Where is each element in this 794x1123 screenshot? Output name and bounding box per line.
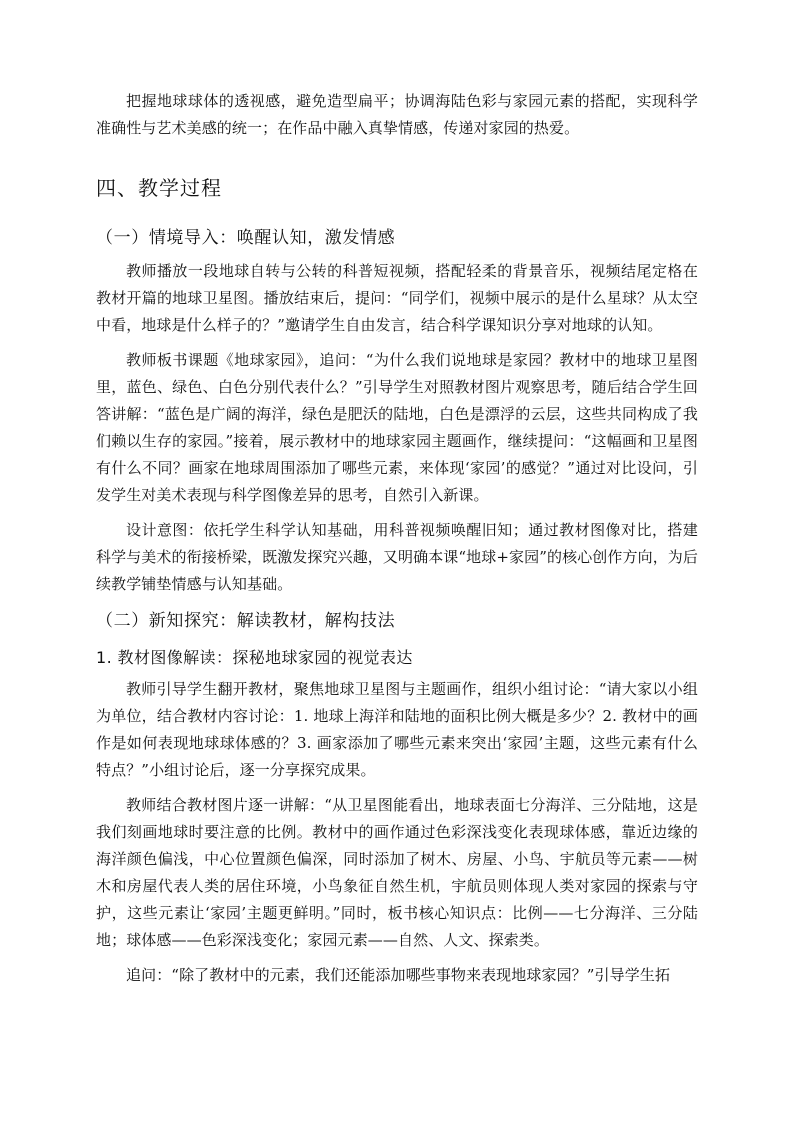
paragraph-objectives: 把握地球球体的透视感，避免造型扁平；协调海陆色彩与家园元素的搭配，实现科学准确性与艺术美感的统一；在作品中融入真挚情感，传递对家园的热爱。 [96, 92, 698, 137]
paragraph-design-intent: 设计意图：依托学生科学认知基础，用科普视频唤醒旧知；通过教材图像对比，搭建科学与美术的衔接桥梁，既激发探究兴趣，又明确本课“地球+家园”的核心创作方向，为后续教学铺垫情感与认知基础。 [96, 521, 699, 593]
subsection-heading-exploration: （二）新知探究：解读教材，解构技法 [96, 611, 396, 631]
section-heading-teaching-process: 四、教学过程 [96, 176, 222, 200]
paragraph-group-discussion: 教师引导学生翻开教材，聚焦地球卫星图与主题画作，组织小组讨论：“请大家以小组为单位，结合教材内容讨论：1. 地球上海洋和陆地的面积比例大概是多少？2. 教材中的画作是如何表现地球球体感的？3. 画家添加了哪些元素来突出‘家园’主题，这些元素有什么特点？”小组讨论后，逐一分享探究成果。 [96, 680, 698, 779]
paragraph-follow-up-question: 追问：“除了教材中的元素，我们还能添加哪些事物来表现地球家园？”引导学生拓 [126, 966, 671, 984]
paragraph-teacher-explanation: 教师结合教材图片逐一讲解：“从卫星图能看出，地球表面七分海洋、三分陆地，这是我们刻画地球时要注意的比例。教材中的画作通过色彩深浅变化表现球体感，靠近边缘的海洋颜色偏浅，中心位置颜色偏深，同时添加了树木、房屋、小鸟、宇航员等元素——树木和房屋代表人类的居住环境，小鸟象征自然生机，宇航员则体现人类对家园的探索与守护，这些元素让‘家园’主题更鲜明。”同时，板书核心知识点：比例——七分海洋、三分陆地；球体感——色彩深浅变化；家园元素——自然、人文、探索类。 [96, 796, 698, 949]
paragraph-video-intro: 教师播放一段地球自转与公转的科普短视频，搭配轻柔的背景音乐，视频结尾定格在教材开篇的地球卫星图。播放结束后，提问：“同学们，视频中展示的是什么星球？从太空中看，地球是什么样子的？”邀请学生自由发言，结合科学课知识分享对地球的认知。 [96, 262, 698, 334]
paragraph-board-title: 教师板书课题《地球家园》，追问：“为什么我们说地球是家园？教材中的地球卫星图里，蓝色、绿色、白色分别代表什么？”引导学生对照教材图片观察思考，随后结合学生回答讲解：“蓝色是广阔的海洋，绿色是肥沃的陆地，白色是漂浮的云层，这些共同构成了我们赖以生存的家园。”接着，展示教材中的地球家园主题画作，继续提问：“这幅画和卫星图有什么不同？画家在地球周围添加了哪些元素，来体现‘家园’的感觉？”通过对比设问，引发学生对美术表现与科学图像差异的思考，自然引入新课。 [96, 351, 698, 504]
item-heading-image-reading: 1. 教材图像解读：探秘地球家园的视觉表达 [96, 648, 413, 667]
subsection-heading-introduction: （一）情境导入：唤醒认知，激发情感 [96, 228, 396, 248]
